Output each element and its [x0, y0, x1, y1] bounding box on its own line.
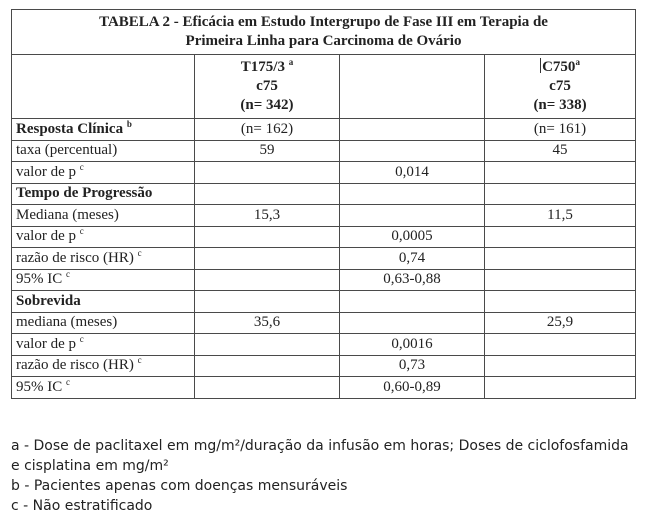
row-label-text: 95% IC: [16, 271, 63, 288]
cell-c3: [485, 377, 636, 399]
cell-c3: (n= 161): [485, 119, 636, 141]
cell-c2: [340, 312, 485, 334]
cell-c3: [485, 162, 636, 184]
cell-c3: [485, 248, 636, 270]
cell-c3: [485, 291, 636, 313]
row-label: [12, 205, 195, 227]
col1-sup: a: [288, 57, 294, 67]
cell-c1: [195, 162, 340, 184]
row-label: [12, 377, 195, 399]
row-label-sup: c: [79, 226, 84, 237]
cell-c2: [340, 291, 485, 313]
row-label: [12, 291, 195, 313]
cell-c2: 0,63-0,88: [340, 269, 485, 291]
table-row: [12, 248, 636, 270]
cell-c1: [195, 226, 340, 248]
row-label: [12, 140, 195, 162]
column-header-row: [12, 55, 636, 119]
table-row: [12, 183, 636, 205]
cell-c2: [340, 183, 485, 205]
row-label: [12, 119, 195, 141]
cell-c1: [195, 355, 340, 377]
cell-c3: 25,9: [485, 312, 636, 334]
header-middle-empty-cell: [340, 55, 485, 119]
col3-name: C750: [542, 59, 576, 75]
footnote-c: c - Não estratificado: [11, 498, 153, 514]
table-title-row: [12, 10, 636, 55]
cell-c3: [485, 183, 636, 205]
row-label-text: Mediana (meses): [16, 206, 119, 223]
cell-c1: 15,3: [195, 205, 340, 227]
row-label: [12, 312, 195, 334]
column-header-c750: [485, 55, 636, 119]
footnotes: [11, 436, 641, 516]
table-row: [12, 162, 636, 184]
col3-n: (n= 338): [533, 97, 587, 113]
col1-name: T175/3: [240, 59, 285, 75]
table-title: [12, 10, 636, 55]
row-label: [12, 334, 195, 356]
cell-c1: [195, 291, 340, 313]
cell-c2: [340, 205, 485, 227]
table-row: [12, 226, 636, 248]
cell-c1: 59: [195, 140, 340, 162]
row-label: [12, 162, 195, 184]
table-title-line-2: Primeira Linha para Carcinoma de Ovário: [185, 33, 462, 49]
row-label-sup: c: [137, 247, 142, 258]
row-label-sup: c: [66, 269, 70, 280]
table-row: [12, 355, 636, 377]
cell-c1: (n= 162): [195, 119, 340, 141]
table-row: [12, 334, 636, 356]
row-label-text: valor de p: [16, 335, 76, 352]
header-empty-cell: [12, 55, 195, 119]
row-label-sup: b: [126, 118, 132, 129]
cell-c3: 11,5: [485, 205, 636, 227]
table-row: [12, 205, 636, 227]
cell-c3: [485, 334, 636, 356]
row-label-text: Sobrevida: [16, 292, 81, 309]
cell-c2: 0,014: [340, 162, 485, 184]
cell-c1: [195, 334, 340, 356]
row-label: [12, 248, 195, 270]
cell-c2: 0,0005: [340, 226, 485, 248]
cell-c3: [485, 355, 636, 377]
col3-dose: c75: [549, 78, 571, 94]
table-row: [12, 269, 636, 291]
row-label-text: valor de p: [16, 228, 76, 245]
column-header-t175: [195, 55, 340, 119]
footnote-a-line-1: a - Dose de paclitaxel em mg/m²/duração da infusão em horas; Doses de ciclofosfamida: [11, 438, 629, 454]
cell-c1: [195, 248, 340, 270]
footnote-a-line-2: e cisplatina em mg/m²: [11, 458, 169, 474]
row-label: [12, 269, 195, 291]
row-label-text: Tempo de Progressão: [16, 185, 153, 202]
footnote-b: b - Pacientes apenas com doenças mensuráveis: [11, 478, 348, 494]
cell-c1: [195, 377, 340, 399]
cell-c2: 0,0016: [340, 334, 485, 356]
row-label-sup: c: [137, 355, 142, 366]
row-label-text: 95% IC: [16, 378, 63, 395]
cell-c1: 35,6: [195, 312, 340, 334]
cell-c2: [340, 119, 485, 141]
cell-c2: 0,60-0,89: [340, 377, 485, 399]
cell-c1: [195, 269, 340, 291]
row-label-sup: c: [79, 333, 84, 344]
row-label: [12, 355, 195, 377]
cell-c1: [195, 183, 340, 205]
cell-c2: 0,74: [340, 248, 485, 270]
cell-c2: 0,73: [340, 355, 485, 377]
row-label-sup: c: [66, 376, 70, 387]
table-row: [12, 312, 636, 334]
cell-c2: [340, 140, 485, 162]
row-label-text: Resposta Clínica: [16, 120, 124, 137]
table-row: [12, 119, 636, 141]
col1-n: (n= 342): [240, 97, 294, 113]
col3-sup: a: [575, 57, 580, 67]
cell-c3: [485, 226, 636, 248]
row-label-text: mediana (meses): [16, 314, 118, 331]
table-row: [12, 291, 636, 313]
col1-dose: c75: [256, 78, 278, 94]
table-row: [12, 140, 636, 162]
row-label: [12, 183, 195, 205]
row-label-text: razão de risco (HR): [16, 249, 134, 266]
row-label: [12, 226, 195, 248]
row-label-text: razão de risco (HR): [16, 357, 134, 374]
cell-c3: [485, 269, 636, 291]
table-body: [12, 119, 636, 399]
row-label-text: taxa (percentual): [16, 142, 118, 159]
cell-c3: 45: [485, 140, 636, 162]
text-cursor: [540, 58, 541, 73]
table-title-line-1: TABELA 2 - Eficácia em Estudo Intergrupo de Fase III em Terapia de: [99, 14, 548, 30]
row-label-sup: c: [79, 161, 84, 172]
efficacy-table: [11, 9, 636, 399]
row-label-text: valor de p: [16, 163, 76, 180]
table-row: [12, 377, 636, 399]
